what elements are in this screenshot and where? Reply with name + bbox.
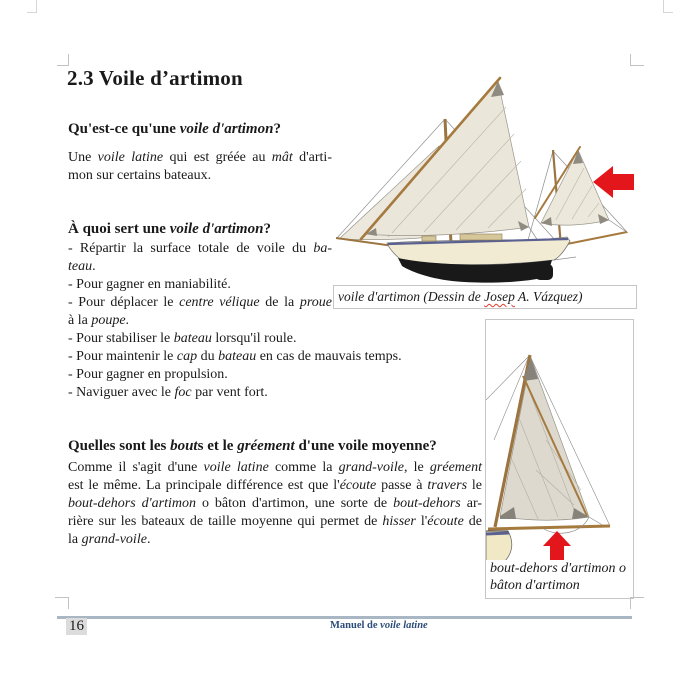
- text-segment: le: [467, 478, 482, 493]
- text-segment: écoute: [427, 514, 464, 529]
- text-segment: bâton d'artimon: [490, 577, 580, 593]
- text-segment: Comme il s'agit d'une: [68, 460, 204, 475]
- text-segment: A. Vázquez): [514, 289, 583, 304]
- text-segment: bateau: [173, 331, 212, 346]
- text-segment: l': [415, 514, 428, 529]
- text-segment: - Naviguer avec le: [68, 385, 175, 400]
- text-segment: qui est gréée au: [163, 150, 272, 165]
- text-segment: de la: [259, 295, 300, 310]
- purpose-list: [68, 240, 402, 402]
- figure1-caption: [333, 285, 637, 309]
- text-segment: la: [68, 532, 82, 547]
- section-heading-purpose: [68, 220, 271, 238]
- text-segment: d'une voile moyenne?: [294, 438, 437, 454]
- figure2-frame: [485, 319, 634, 599]
- text-line: [68, 384, 332, 402]
- text-segment: - Pour maintenir le: [68, 349, 177, 364]
- page-corner-mark-top-right: [663, 0, 673, 13]
- text-line: [68, 531, 482, 549]
- page-corner-mark-top-left: [27, 0, 37, 13]
- figure2-caption: [490, 561, 626, 594]
- text-segment: centre vélique: [179, 295, 260, 310]
- text-line: [490, 578, 626, 595]
- text-segment: Une: [68, 150, 98, 165]
- main-sail: [366, 81, 529, 236]
- text-segment: proue: [299, 295, 332, 310]
- text-segment: teau: [68, 259, 93, 274]
- text-segment: gréement: [237, 438, 295, 454]
- text-segment: bout-dehors: [393, 496, 461, 511]
- text-segment: du: [197, 349, 219, 364]
- text-segment: bout: [170, 438, 198, 454]
- text-segment: Quelles sont les: [68, 438, 171, 454]
- text-segment: mon sur certains bateaux.: [68, 168, 212, 183]
- text-segment: lorsqu'il roule.: [211, 331, 297, 346]
- text-segment: .: [92, 259, 96, 274]
- text-segment: - Pour gagner en maniabilité.: [68, 277, 231, 292]
- text-segment: voile latine: [203, 460, 269, 475]
- text-segment: grand-voile: [338, 460, 404, 475]
- text-line: [68, 149, 332, 167]
- text-segment: écoute: [339, 478, 377, 493]
- text-segment: - Pour déplacer le: [68, 295, 180, 310]
- text-segment: - Pour stabiliser le: [68, 331, 174, 346]
- text-segment: gréement: [429, 460, 483, 475]
- text-segment: cap: [176, 349, 198, 364]
- text-segment: voile d'artimon: [179, 121, 274, 137]
- text-segment: voile d'artimon (Dessin de: [338, 289, 485, 304]
- text-segment: bout-dehors d'artimon: [68, 496, 196, 511]
- text-segment: bout-dehors d'artimon o: [490, 561, 626, 576]
- text-segment: ?: [273, 121, 281, 137]
- text-line: [68, 167, 332, 185]
- text-segment: s et le: [197, 438, 238, 454]
- text-segment: à la: [68, 313, 92, 328]
- text-segment: mât: [271, 150, 293, 165]
- text-segment: .: [146, 532, 151, 547]
- text-segment: en cas de mauvais temps.: [256, 349, 402, 364]
- crop-mark-bottom-left: [55, 597, 69, 609]
- text-segment: est le même. La principale différence est que l': [68, 478, 340, 493]
- section-heading-rigging: [68, 437, 437, 455]
- text-segment: de: [463, 514, 482, 529]
- figure-lateen-boat-illustration: [332, 62, 634, 288]
- hull-stern: [486, 531, 512, 560]
- bout-dehors-spar: [488, 526, 610, 529]
- text-line: [490, 561, 626, 578]
- text-segment: voile d'artimon: [169, 221, 264, 237]
- text-segment: ba-: [313, 241, 332, 256]
- paragraph-definition: [68, 149, 332, 185]
- figure-mizzen-closeup-illustration: [486, 320, 631, 560]
- text-segment: , le: [403, 460, 430, 475]
- text-segment: d'arti-: [292, 150, 332, 165]
- red-arrow-left-icon: [593, 166, 634, 198]
- text-segment: passe à: [376, 478, 428, 493]
- text-segment: travers: [427, 478, 468, 493]
- red-arrow-up-icon: [543, 531, 571, 560]
- text-segment: Manuel de: [330, 620, 381, 631]
- text-line: [68, 294, 332, 312]
- text-segment: À quoi sert une: [68, 221, 170, 237]
- page-number: 16: [66, 618, 87, 635]
- text-segment: par vent fort.: [191, 385, 268, 400]
- text-line: [68, 366, 332, 384]
- text-segment: comme la: [268, 460, 339, 475]
- text-line: [68, 348, 402, 366]
- hull: [387, 234, 570, 283]
- text-line: [68, 330, 332, 348]
- footer-book-title: [330, 620, 428, 631]
- paragraph-rigging: [68, 459, 482, 549]
- text-line: [68, 258, 332, 276]
- text-segment: poupe: [91, 313, 126, 328]
- text-segment: bateau: [218, 349, 257, 364]
- text-segment: Qu'est-ce qu'une: [68, 121, 180, 137]
- text-segment: foc: [174, 385, 192, 400]
- footer-rule: [57, 616, 632, 619]
- text-segment: voile latine: [97, 150, 164, 165]
- page-title: 2.3 Voile d’artimon: [67, 66, 243, 90]
- text-segment: grand-voile: [81, 532, 147, 547]
- section-heading-what-is: [68, 120, 281, 138]
- text-line: [68, 477, 482, 495]
- text-line: [68, 240, 332, 258]
- text-segment: - Répartir la surface totale de voile du: [68, 241, 314, 256]
- crop-mark-top-left: [57, 54, 69, 66]
- text-segment: hisser: [382, 514, 416, 529]
- text-segment: o bâton d'artimon, une sorte de: [195, 496, 394, 511]
- text-segment: voile latine: [380, 620, 428, 631]
- text-line: [68, 276, 332, 294]
- mizzen-sail: [541, 150, 609, 226]
- text-line: [68, 459, 482, 477]
- text-line: [68, 495, 482, 513]
- text-line: [68, 312, 332, 330]
- text-segment: Josep: [484, 289, 515, 304]
- text-segment: .: [125, 313, 130, 328]
- text-segment: - Pour gagner en propulsion.: [68, 367, 228, 382]
- text-segment: rière sur les bateaux de taille moyenne qui permet de: [68, 514, 383, 529]
- text-segment: ?: [263, 221, 271, 237]
- text-line: [68, 513, 482, 531]
- text-segment: ar-: [460, 496, 482, 511]
